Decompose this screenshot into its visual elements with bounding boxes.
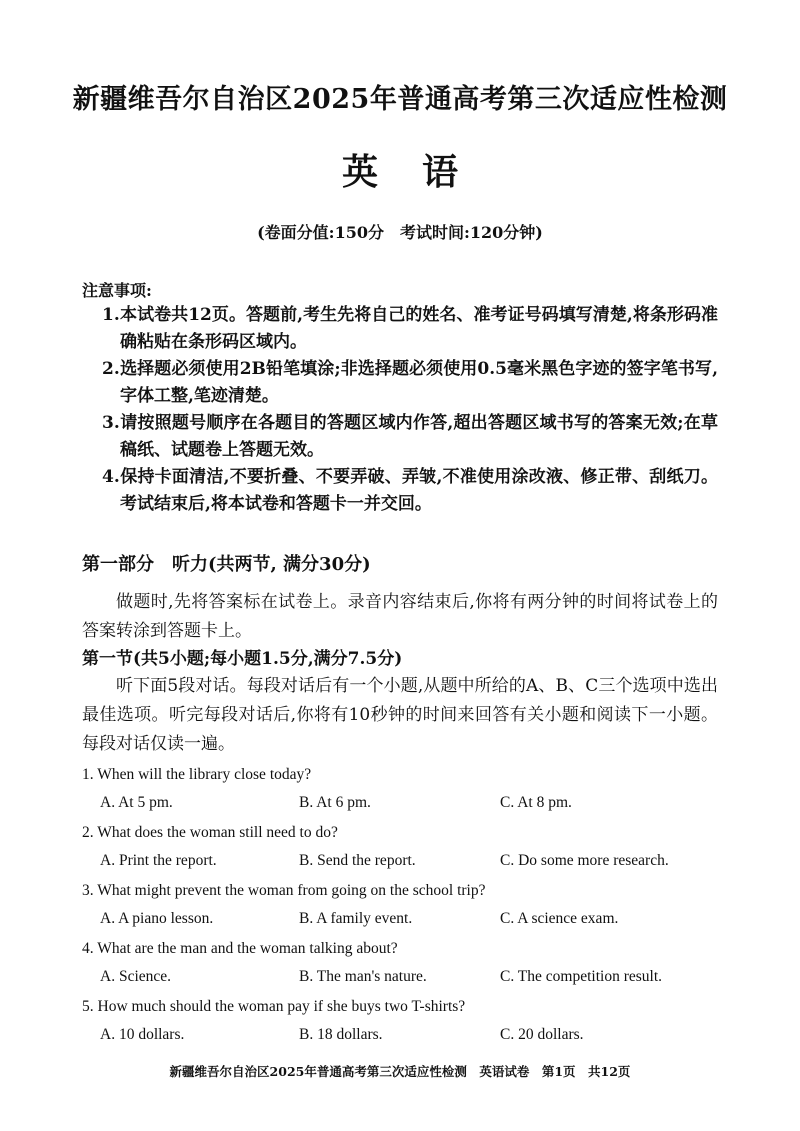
note-text: 请按照题号顺序在各题目的答题区域内作答,超出答题区域书写的答案无效;在草稿纸、试题卷上答题无效。: [120, 413, 718, 460]
option-row: [82, 789, 718, 817]
part-intro: 做题时,先将答案标在试卷上。录音内容结束后,你将有两分钟的时间将试卷上的答案转涂到答题卡上。: [82, 592, 718, 641]
option-a: A. Science.: [100, 968, 172, 985]
note-number: 4.: [102, 467, 120, 487]
option-a: A. At 5 pm.: [100, 794, 173, 811]
option-a: A. A piano lesson.: [100, 910, 214, 927]
option-a: A. 10 dollars.: [100, 1026, 185, 1043]
note-number: 3.: [102, 413, 120, 433]
note-item: [102, 464, 718, 518]
subject-title: 英语: [341, 151, 502, 193]
option-row: [82, 847, 718, 875]
option-c: C. The competition result.: [500, 968, 663, 985]
note-number: 1.: [102, 305, 120, 325]
option-row: [82, 905, 718, 933]
option-b: B. The man's nature.: [299, 968, 427, 985]
question-text: 4. What are the man and the woman talking about?: [82, 940, 398, 957]
option-row: [82, 963, 718, 991]
option-b: B. A family event.: [299, 910, 413, 927]
option-b: B. Send the report.: [299, 852, 416, 869]
question-text: 3. What might prevent the woman from going on the school trip?: [82, 882, 486, 899]
part-heading: 第一部分 听力(共两节, 满分30分): [82, 554, 371, 575]
note-text: 保持卡面清洁,不要折叠、不要弄破、弄皱,不准使用涂改液、修正带、刮纸刀。考试结束后,将本试卷和答题卡一并交回。: [120, 467, 718, 514]
note-text: 选择题必须使用2B铅笔填涂;非选择题必须使用0.5毫米黑色字迹的签字笔书写,字体工整,笔迹清楚。: [120, 359, 718, 406]
option-b: B. 18 dollars.: [299, 1026, 383, 1043]
note-text: 本试卷共12页。答题前,考生先将自己的姓名、准考证号码填写清楚,将条形码准确粘贴在条形码区域内。: [120, 305, 718, 352]
page-footer: 新疆维吾尔自治区2025年普通高考第三次适应性检测 英语试卷 第1页 共12页: [169, 1064, 631, 1079]
question-list: [82, 761, 718, 1049]
section-heading: 第一节(共5小题;每小题1.5分,满分7.5分): [82, 649, 403, 669]
note-number: 2.: [102, 359, 120, 379]
notes-heading: 注意事项:: [82, 281, 152, 300]
option-a: A. Print the report.: [100, 852, 217, 869]
option-c: C. At 8 pm.: [500, 794, 572, 811]
question-text: 5. How much should the woman pay if she buys two T-shirts?: [82, 998, 466, 1015]
question-text: 2. What does the woman still need to do?: [82, 824, 338, 841]
section-intro: 听下面5段对话。每段对话后有一个小题,从题中所给的A、B、C三个选项中选出最佳选项。听完每段对话后,你将有10秒钟的时间来回答有关小题和阅读下一小题。每段对话仅读一遍。: [82, 676, 718, 754]
question-text: 1. When will the library close today?: [82, 766, 312, 783]
exam-title: 新疆维吾尔自治区2025年普通高考第三次适应性检测: [72, 84, 728, 115]
option-b: B. At 6 pm.: [299, 794, 371, 811]
note-item: [102, 356, 718, 410]
note-item: [102, 302, 718, 356]
note-item: [102, 410, 718, 464]
option-row: [82, 1021, 718, 1049]
option-c: C. A science exam.: [500, 910, 619, 927]
option-c: C. Do some more research.: [500, 852, 669, 869]
exam-info: (卷面分值:150分 考试时间:120分钟): [257, 223, 543, 242]
option-c: C. 20 dollars.: [500, 1026, 584, 1043]
